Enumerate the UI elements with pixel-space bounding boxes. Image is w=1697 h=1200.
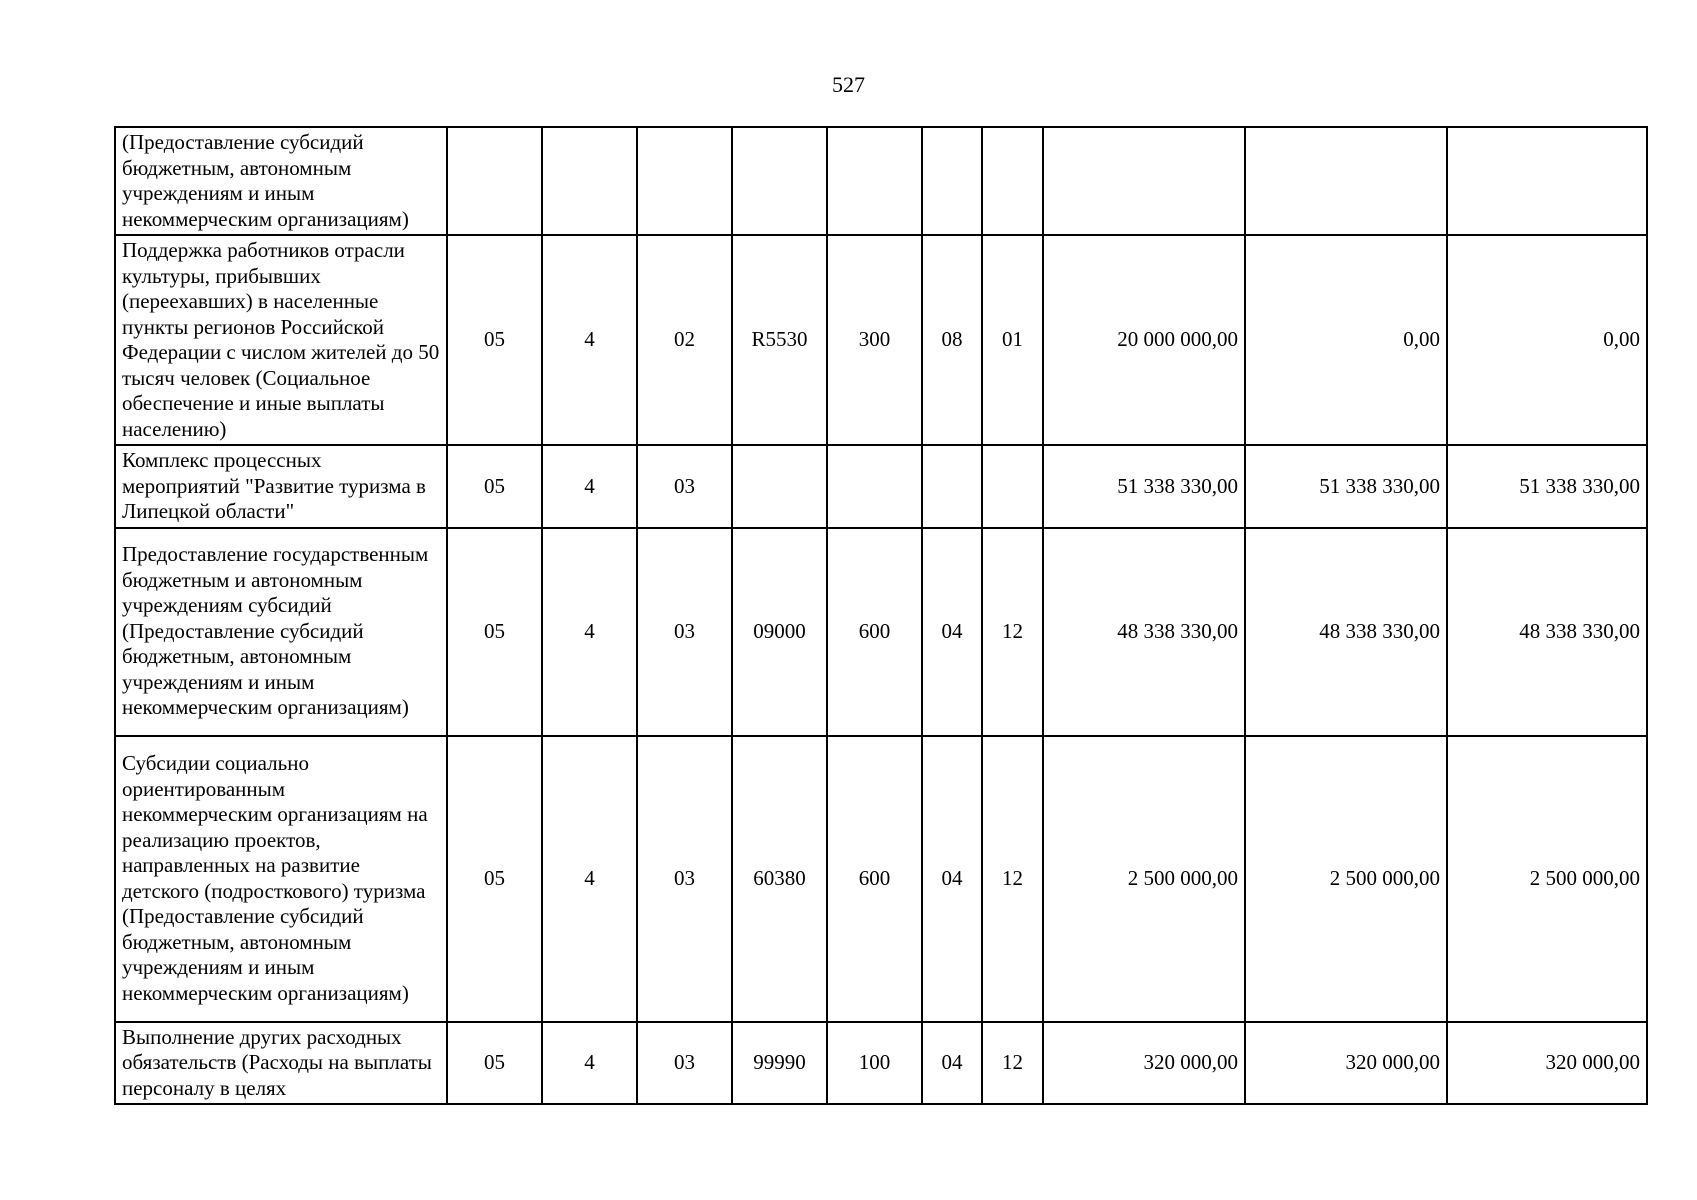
code-subsection [982,127,1043,235]
table-row [115,445,1647,528]
code-expense-type [827,445,922,528]
amount-year-3: 48 338 330,00 [1447,528,1647,736]
code-program: 05 [447,235,542,445]
code-program: 05 [447,445,542,528]
amount-year-1: 48 338 330,00 [1043,528,1245,736]
amount-year-3: 51 338 330,00 [1447,445,1647,528]
amount-year-3: 2 500 000,00 [1447,736,1647,1022]
code-program: 05 [447,1022,542,1105]
code-subsection: 12 [982,736,1043,1022]
row-name: Комплекс процессных мероприятий "Развитие туризма в Липецкой области" [115,445,447,528]
amount-year-2: 48 338 330,00 [1245,528,1447,736]
code-direction [732,445,827,528]
code-subprogram: 4 [542,736,637,1022]
code-direction: R5530 [732,235,827,445]
code-subprogram [542,127,637,235]
budget-table [114,126,1648,1105]
code-expense-type: 600 [827,736,922,1022]
code-event: 03 [637,528,732,736]
row-name: Предоставление государственным бюджетным и автономным учреждениям субсидий (Предоставление субсидий бюджетным, автономным учреждениям и иным некоммерческим организациям) [115,528,447,736]
code-direction: 09000 [732,528,827,736]
table-row [115,127,1647,235]
code-expense-type: 300 [827,235,922,445]
code-event [637,127,732,235]
code-section: 04 [922,1022,982,1105]
code-section [922,127,982,235]
amount-year-2: 320 000,00 [1245,1022,1447,1105]
code-event: 03 [637,445,732,528]
amount-year-1 [1043,127,1245,235]
amount-year-3: 0,00 [1447,235,1647,445]
code-subsection: 12 [982,1022,1043,1105]
code-section: 08 [922,235,982,445]
amount-year-1: 51 338 330,00 [1043,445,1245,528]
code-subsection: 01 [982,235,1043,445]
code-event: 03 [637,1022,732,1105]
code-program: 05 [447,736,542,1022]
amount-year-3 [1447,127,1647,235]
code-event: 03 [637,736,732,1022]
code-expense-type: 600 [827,528,922,736]
code-section: 04 [922,528,982,736]
amount-year-2: 2 500 000,00 [1245,736,1447,1022]
code-expense-type [827,127,922,235]
table-row [115,736,1647,1022]
code-subprogram: 4 [542,528,637,736]
row-name: Субсидии социально ориентированным некоммерческим организациям на реализацию проектов, направленных на развитие детского (подросткового) туризма (Предоставление субсидий бюджетным, автономным учреждениям и иным некоммерческим организациям) [115,736,447,1022]
code-subsection [982,445,1043,528]
code-section [922,445,982,528]
code-section: 04 [922,736,982,1022]
code-direction [732,127,827,235]
amount-year-2: 51 338 330,00 [1245,445,1447,528]
code-subsection: 12 [982,528,1043,736]
amount-year-2: 0,00 [1245,235,1447,445]
row-name: Выполнение других расходных обязательств (Расходы на выплаты персоналу в целях [115,1022,447,1105]
page-number: 527 [832,72,865,97]
code-event: 02 [637,235,732,445]
amount-year-1: 320 000,00 [1043,1022,1245,1105]
code-expense-type: 100 [827,1022,922,1105]
amount-year-2 [1245,127,1447,235]
row-name: Поддержка работников отрасли культуры, прибывших (переехавших) в населенные пункты регионов Российской Федерации с числом жителей до 50 тысяч человек (Социальное обеспечение и иные выплаты населению) [115,235,447,445]
amount-year-1: 20 000 000,00 [1043,235,1245,445]
code-program [447,127,542,235]
table-row [115,528,1647,736]
code-subprogram: 4 [542,235,637,445]
amount-year-3: 320 000,00 [1447,1022,1647,1105]
code-program: 05 [447,528,542,736]
code-subprogram: 4 [542,445,637,528]
amount-year-1: 2 500 000,00 [1043,736,1245,1022]
code-subprogram: 4 [542,1022,637,1105]
row-name: (Предоставление субсидий бюджетным, автономным учреждениям и иным некоммерческим организациям) [115,127,447,235]
table-row [115,235,1647,445]
table-row [115,1022,1647,1105]
code-direction: 60380 [732,736,827,1022]
code-direction: 99990 [732,1022,827,1105]
